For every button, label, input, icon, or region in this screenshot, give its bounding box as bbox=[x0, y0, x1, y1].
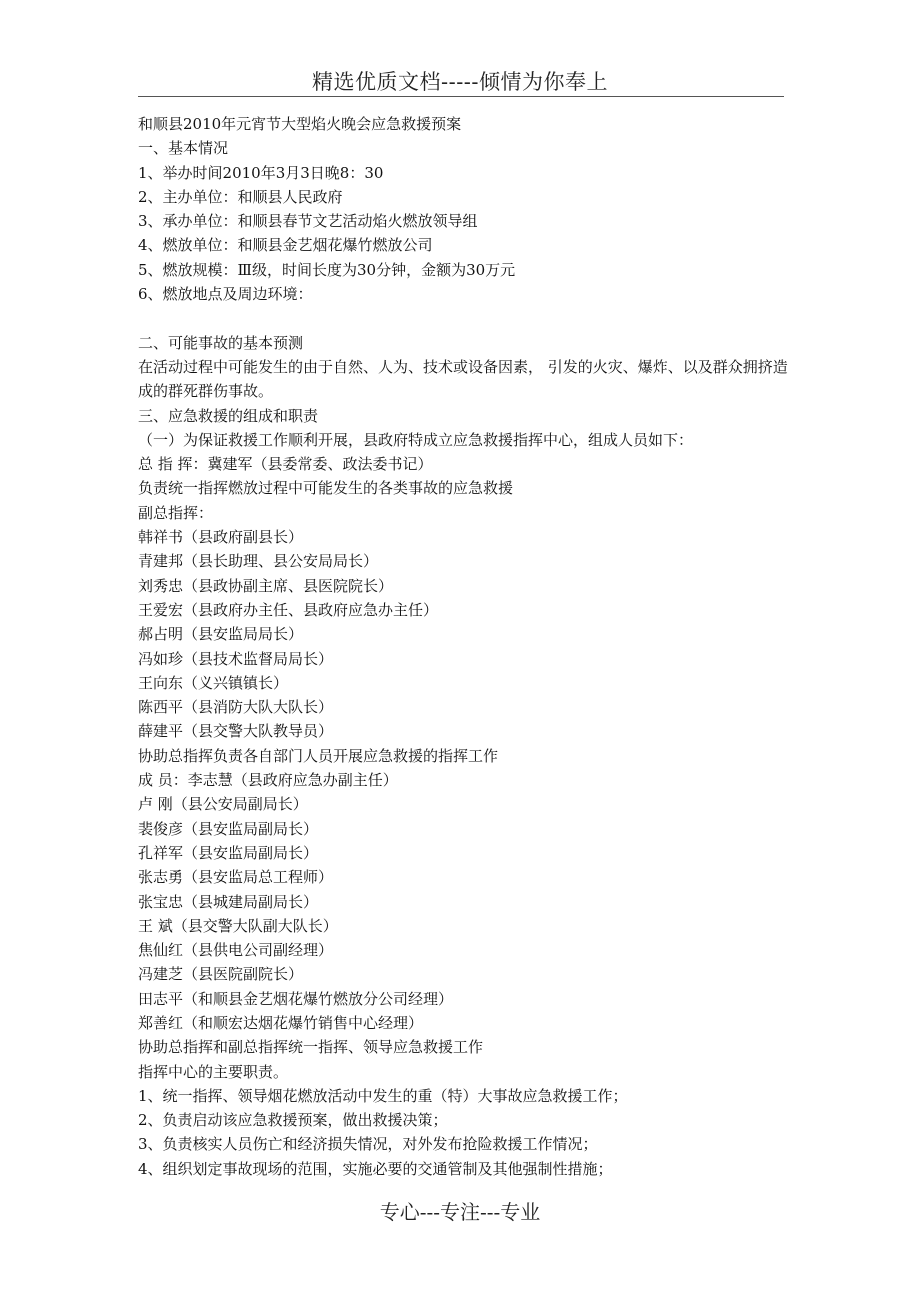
text-line: 张志勇（县安监局总工程师） bbox=[138, 868, 334, 887]
section-heading: 三、应急救援的组成和职责 bbox=[138, 406, 319, 425]
text-line: 张宝忠（县城建局副局长） bbox=[138, 892, 319, 911]
text-line: 1、统一指挥、领导烟花燃放活动中发生的重（特）大事故应急救援工作； bbox=[138, 1086, 628, 1105]
text-line: 田志平（和顺县金艺烟花爆竹燃放分公司经理） bbox=[138, 989, 454, 1008]
text-line: 1、举办时间2010年3月3日晚8：30 bbox=[138, 163, 384, 182]
text-line: 裴俊彦（县安监局副局长） bbox=[138, 819, 319, 838]
text-line: 负责统一指挥燃放过程中可能发生的各类事故的应急救援 bbox=[138, 479, 514, 498]
text-line: 王爱宏（县政府办主任、县政府应急办主任） bbox=[138, 600, 439, 619]
text-line: 韩祥书（县政府副县长） bbox=[138, 528, 304, 547]
section-heading: 二、可能事故的基本预测 bbox=[138, 333, 304, 352]
page-footer: 专心---专注---专业 bbox=[379, 1200, 541, 1224]
text-line: 刘秀忠（县政协副主席、县医院院长） bbox=[138, 576, 394, 595]
text-line: 郑善红（和顺宏达烟花爆竹销售中心经理） bbox=[138, 1013, 424, 1032]
paragraph: 在活动过程中可能发生的由于自然、人为、技术或设备因素， 引发的火灾、爆炸、以及群众拥挤造成的群死群伤事故。 bbox=[138, 357, 788, 401]
text-line: 副总指挥： bbox=[138, 503, 214, 522]
blank-line bbox=[138, 306, 788, 330]
text-line: 5、燃放规模：Ⅲ级，时间长度为30分钟，金额为30万元 bbox=[138, 260, 516, 279]
text-line: 2、主办单位：和顺县人民政府 bbox=[138, 187, 343, 206]
text-line: 6、燃放地点及周边环境： bbox=[138, 285, 313, 304]
text-line: 孔祥军（县安监局副局长） bbox=[138, 843, 319, 862]
text-line: 薛建平（县交警大队教导员） bbox=[138, 722, 334, 741]
text-line: 王 斌（县交警大队副大队长） bbox=[138, 916, 338, 935]
text-line: 协助总指挥和副总指挥统一指挥、领导应急救援工作 bbox=[138, 1038, 484, 1057]
section-heading: 一、基本情况 bbox=[138, 139, 229, 158]
text-line: 焦仙红（县供电公司副经理） bbox=[138, 941, 334, 960]
text-line: 2、负责启动该应急救援预案，做出救援决策； bbox=[138, 1111, 448, 1130]
text-line: 成 员：李志慧（县政府应急办副主任） bbox=[138, 771, 398, 790]
text-line: 3、负责核实人员伤亡和经济损失情况，对外发布抢险救援工作情况； bbox=[138, 1135, 598, 1154]
text-line: （一）为保证救援工作顺利开展，县政府特成立应急救援指挥中心，组成人员如下： bbox=[138, 430, 694, 449]
document-body bbox=[138, 112, 788, 1181]
document-title: 和顺县2010年元宵节大型焰火晚会应急救援预案 bbox=[138, 115, 462, 133]
text-line: 3、承办单位：和顺县春节文艺活动焰火燃放领导组 bbox=[138, 212, 478, 231]
text-line: 4、组织划定事故现场的范围，实施必要的交通管制及其他强制性措施； bbox=[138, 1159, 613, 1178]
text-line: 卢 刚（县公安局副局长） bbox=[138, 795, 308, 814]
text-line: 4、燃放单位：和顺县金艺烟花爆竹燃放公司 bbox=[138, 236, 433, 255]
text-line: 陈西平（县消防大队大队长） bbox=[138, 698, 334, 717]
text-line: 青建邦（县长助理、县公安局局长） bbox=[138, 552, 379, 571]
header-divider bbox=[138, 96, 784, 97]
text-line: 冯建芝（县医院副院长） bbox=[138, 965, 304, 984]
text-line: 王向东（义兴镇镇长） bbox=[138, 673, 289, 692]
page-header: 精选优质文档-----倾情为你奉上 bbox=[312, 70, 608, 94]
text-line: 协助总指挥负责各自部门人员开展应急救援的指挥工作 bbox=[138, 746, 499, 765]
text-line: 冯如珍（县技术监督局局长） bbox=[138, 649, 334, 668]
text-line: 总 指 挥：冀建军（县委常委、政法委书记） bbox=[138, 455, 433, 474]
text-line: 指挥中心的主要职责。 bbox=[138, 1062, 289, 1081]
text-line: 郝占明（县安监局局长） bbox=[138, 625, 304, 644]
